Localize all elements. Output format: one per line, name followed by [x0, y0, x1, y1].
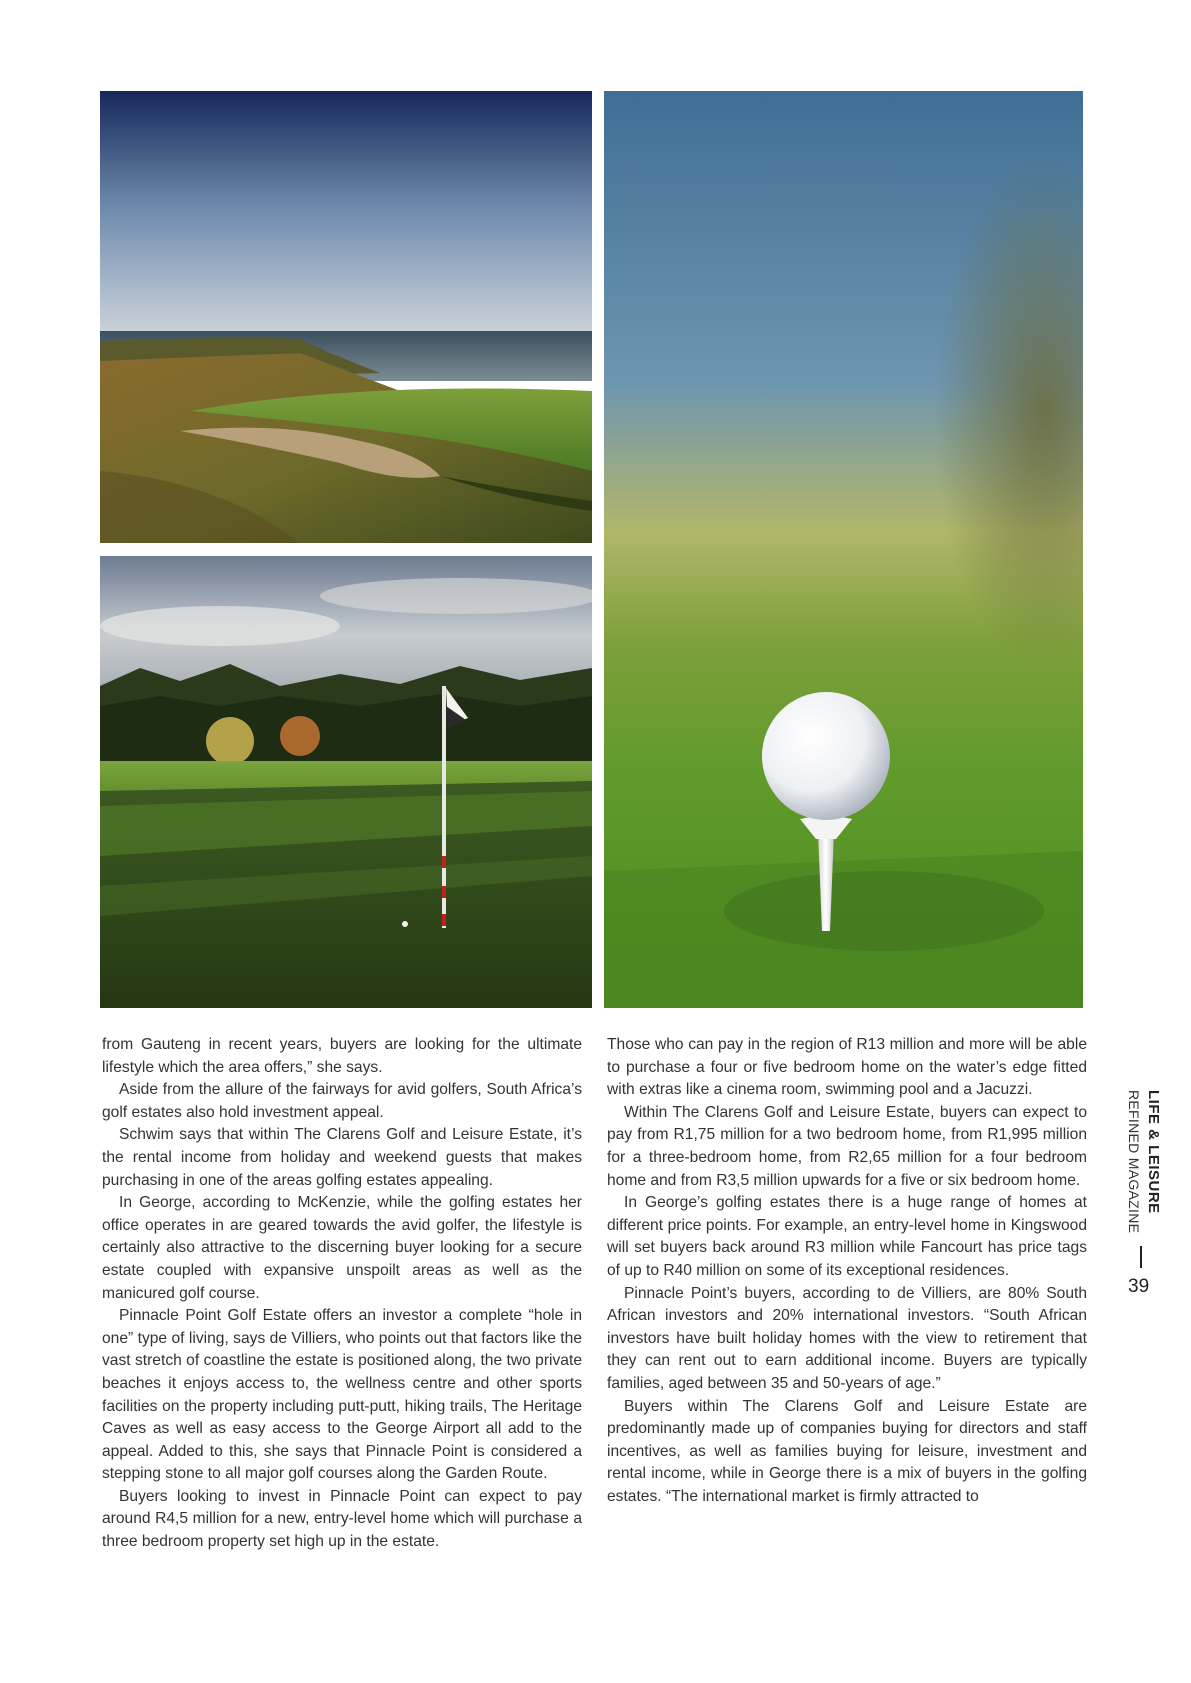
article-paragraph: Pinnacle Point Golf Estate offers an investor a complete “hole in one” type of living, says de Villiers, who points out that factors like the vast stretch of coastline the estate is positioned along, the two private beaches it enjoys access to, the wellness centre and other sports facilities on the property including putt-putt, hiking trails, The Heritage Caves as well as easy access to the George Airport all add to the appeal. Added to this, she says that Pinnacle Point is considered a stepping stone to all major golf courses along the Garden Route. — [102, 1307, 582, 1483]
golf-ball-on-tee-photo — [604, 91, 1083, 1008]
article-paragraph: from Gauteng in recent years, buyers are looking for the ultimate lifestyle which the area offers,” she says. — [102, 1036, 582, 1076]
article-column-left — [102, 1034, 582, 1554]
article-column-right — [607, 1034, 1087, 1508]
article-paragraph: Within The Clarens Golf and Leisure Estate, buyers can expect to pay from R1,75 million for a two bedroom home, from R1,995 million for a three-bedroom home, from R2,65 million for a four bedroom home and from R3,5 million upwards for a five or six bedroom home. — [607, 1103, 1087, 1189]
article-paragraph: Pinnacle Point’s buyers, according to de Villiers, are 80% South African investors and 20% international investors. “South African investors have built holiday homes with the view to retirement that they can rent out to earn additional income. Buyers are typically families, aged between 35 and 50-years of age.” — [607, 1284, 1087, 1392]
golf-course-coastline-photo — [100, 91, 592, 543]
article-paragraph: Those who can pay in the region of R13 million and more will be able to purchase a four or five bedroom home on the water’s edge fitted with extras like a cinema room, swimming pool and a Jacuzzi. — [607, 1036, 1087, 1099]
page-folio — [1118, 1090, 1178, 1330]
folio-divider — [1140, 1246, 1142, 1268]
magazine-name: REFINED MAGAZINE — [1126, 1090, 1142, 1234]
article-paragraph: Buyers within The Clarens Golf and Leisure Estate are predominantly made up of companies buying for directors and staff incentives, as well as families buying for leisure, investment and rental income, while in George there is a mix of buyers in the golfing estates. “The international market is firmly attracted to — [607, 1397, 1087, 1505]
article-paragraph: In George, according to McKenzie, while the golfing estates her office operates in are geared towards the avid golfer, the lifestyle is certainly also attractive to the discerning buyer looking for a secure estate coupled with expansive unspoilt areas as well as the manicured golf course. — [102, 1194, 582, 1302]
article-paragraph: In George’s golfing estates there is a huge range of homes at different price points. For example, an entry-level home in Kingswood will set buyers back around R3 million while Fancourt has price tags of up to R40 million on some of its exceptional residences. — [607, 1194, 1087, 1279]
article-paragraph: Schwim says that within The Clarens Golf and Leisure Estate, it’s the rental income from holiday and weekend guests that makes purchasing in one of the areas golfing estates appealing. — [102, 1126, 582, 1189]
golf-green-flag-photo — [100, 556, 592, 1008]
article-paragraph: Buyers looking to invest in Pinnacle Point can expect to pay around R4,5 million for a new, entry-level home which will purchase a three bedroom property set high up in the estate. — [102, 1487, 582, 1551]
section-title: LIFE & LEISURE — [1145, 1090, 1162, 1214]
article-paragraph: Aside from the allure of the fairways for avid golfers, South Africa’s golf estates also hold investment appeal. — [102, 1081, 582, 1121]
page-number: 39 — [1128, 1276, 1150, 1297]
